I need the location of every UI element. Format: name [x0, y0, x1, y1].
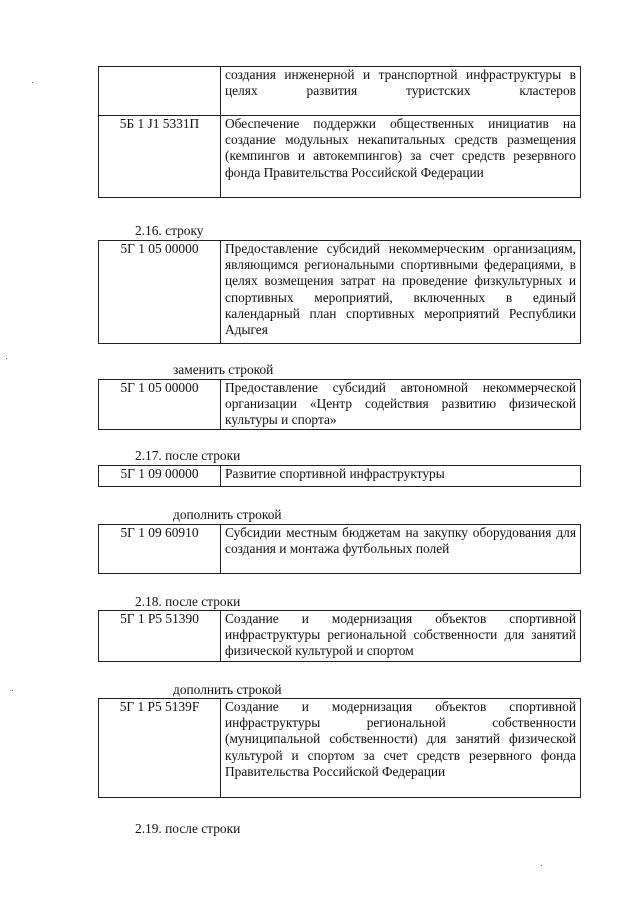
table-row [99, 380, 581, 430]
scan-speck [32, 82, 33, 83]
budget-description-cell: Обеспечение поддержки общественных инициатив на создание модульных некапитальных средств размещения (кемпингов и автокемпингов) за счет средств резервного фонда Правительства Российской Федерации [221, 116, 581, 198]
table-row [99, 241, 581, 344]
table-row [99, 525, 581, 574]
budget-code-cell: 5Г 1 09 00000 [99, 466, 221, 487]
budget-table-2-16 [98, 240, 581, 344]
section-label-add: дополнить строкой [173, 682, 282, 697]
budget-description-cell: Субсидии местным бюджетам на закупку оборудования для создания и монтажа футбольных полей [221, 525, 581, 574]
table-row [99, 611, 581, 662]
budget-code-cell: 5Г 1 09 60910 [99, 525, 221, 574]
table-row [99, 466, 581, 487]
scan-speck [541, 865, 542, 866]
budget-table-replacement [98, 379, 581, 430]
section-label-add: дополнить строкой [173, 507, 282, 522]
budget-description-cell: Развитие спортивной инфраструктуры [221, 466, 581, 487]
section-label-2-19: 2.19. после строки [135, 821, 241, 836]
table-row [99, 699, 581, 798]
budget-code-cell: 5Г 1 05 00000 [99, 380, 221, 430]
budget-description-cell: Создание и модернизация объектов спортивной инфраструктуры региональной собственности (муниципальной собственности) для занятий физической культурой и спортом за счет средств резервного фонда Правительства Российской Федерации [221, 699, 581, 798]
section-label-2-18: 2.18. после строки [135, 594, 241, 609]
scan-speck [6, 358, 7, 359]
budget-code-cell: 5Б 1 J1 5331П [99, 116, 221, 198]
section-label-replace: заменить строкой [173, 362, 274, 377]
section-label-2-16: 2.16. строку [135, 223, 204, 238]
budget-table-continuation [98, 66, 581, 198]
budget-table-addition [98, 698, 581, 798]
scan-speck [12, 690, 13, 691]
budget-table-2-17 [98, 465, 581, 487]
budget-table-addition [98, 524, 581, 574]
budget-code-cell: 5Г 1 Р5 5139F [99, 699, 221, 798]
budget-description-cell: Предоставление субсидий автономной некоммерческой организации «Центр содействия развитию физической культуры и спорта» [221, 380, 581, 430]
budget-table-2-18 [98, 610, 581, 662]
budget-description-cell: создания инженерной и транспортной инфраструктуры в целях развития туристских кластеров [221, 67, 581, 116]
budget-description-cell: Предоставление субсидий некоммерческим организациям, являющимся региональными спортивными федерациями, в целях возмещения затрат на проведение физкультурных и спортивных мероприятий, включенных в единый календарный план спортивных мероприятий Республики Адыгея [221, 241, 581, 344]
budget-description-cell: Создание и модернизация объектов спортивной инфраструктуры региональной собственности для занятий физической культурой и спортом [221, 611, 581, 662]
budget-code-cell: 5Г 1 Р5 51390 [99, 611, 221, 662]
table-row [99, 116, 581, 198]
table-row [99, 67, 581, 116]
budget-code-cell: 5Г 1 05 00000 [99, 241, 221, 344]
budget-code-cell [99, 67, 221, 116]
section-label-2-17: 2.17. после строки [135, 448, 241, 463]
